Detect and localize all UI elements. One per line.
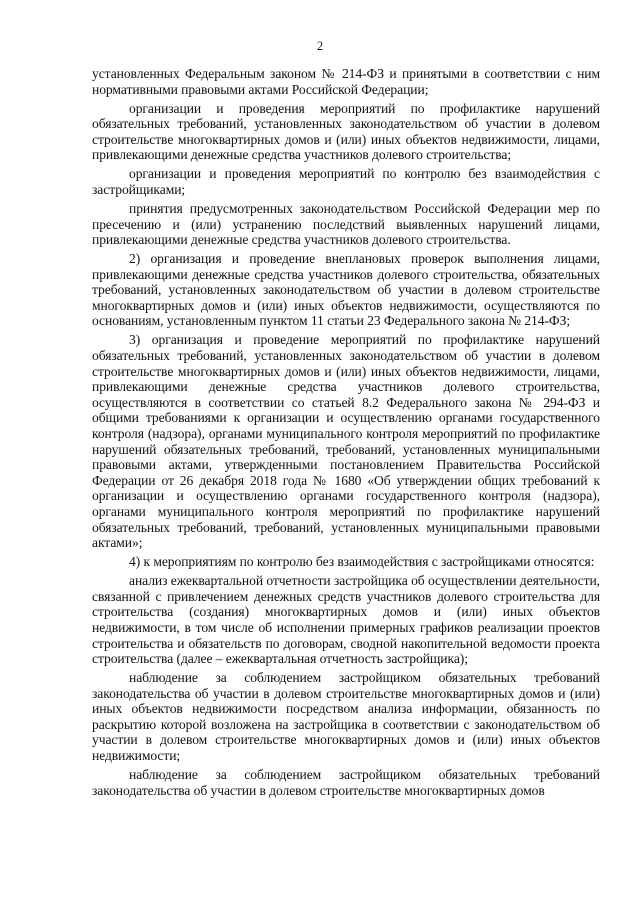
paragraph: принятия предусмотренных законодательством Российской Федерации мер по пресечению и (или) устранению последствий выявленных нарушений лицами, привлекающими денежные средства участников долевого строительства. <box>92 200 600 248</box>
paragraph: наблюдение за соблюдением застройщиком обязательных требований законодательства об участии в долевом строительстве многоквартирных домов <box>92 767 600 798</box>
paragraph: 2) организация и проведение внеплановых проверок выполнения лицами, привлекающими денежные средства участников долевого строительства, обязательных требований, установленных законодательством об участии в долевом строительстве многоквартирных домов и (или) иных объектов недвижимости, осуществляются по основаниям, установленным пунктом 11 статьи 23 Федерального закона № 214-ФЗ; <box>92 251 600 329</box>
paragraph: организации и проведения мероприятий по профилактике нарушений обязательных требований, установленных законодательством об участии в долевом строительстве многоквартирных домов и (или) иных объектов недвижимости, лицами, привлекающими денежные средства участников долевого строительства; <box>92 100 600 163</box>
paragraph: наблюдение за соблюдением застройщиком обязательных требований законодательства об участии в долевом строительстве многоквартирных домов и (или) иных объектов недвижимости посредством анализа информации, обязанность по раскрытию которой возложена на застройщика в соответствии с законодательством об участии в долевом строительстве многоквартирных домов и (или) иных объектов недвижимости; <box>92 670 600 764</box>
document-body <box>92 66 600 802</box>
paragraph: установленных Федеральным законом № 214-ФЗ и принятыми в соответствии с ним нормативными правовыми актами Российской Федерации; <box>92 66 600 97</box>
paragraph: анализ ежеквартальной отчетности застройщика об осуществлении деятельности, связанной с привлечением денежных средств участников долевого строительства для строительства (создания) многоквартирных домов и (или) иных объектов недвижимости, в том числе об исполнении примерных графиков реализации проектов строительства и обязательств по договорам, сводной накопительной ведомости проекта строительства (далее – ежеквартальная отчетность застройщика); <box>92 573 600 667</box>
page-number: 2 <box>316 39 324 53</box>
paragraph: 3) организация и проведение мероприятий по профилактике нарушений обязательных требований, установленных законодательством об участии в долевом строительстве многоквартирных домов и (или) иных объектов недвижимости, лицами, привлекающими денежные средства участников долевого строительства, осуществляются в соответствии со статьей 8.2 Федерального закона № 294-ФЗ и общими требованиями к организации и осуществлению органами государственного контроля (надзора), органами муниципального контроля мероприятий по профилактике нарушений обязательных требований, требований, установленных муниципальными правовыми актами, утвержденными постановлением Правительства Российской Федерации от 26 декабря 2018 года № 1680 «Об утверждении общих требований к организации и осуществлению органами государственного контроля (надзора), органами муниципального контроля мероприятий по профилактике нарушений обязательных требований, требований, установленных муниципальными правовыми актами»; <box>92 332 600 551</box>
paragraph: 4) к мероприятиям по контролю без взаимодействия с застройщиками относятся: <box>129 554 595 570</box>
paragraph: организации и проведения мероприятий по контролю без взаимодействия с застройщиками; <box>92 166 600 197</box>
